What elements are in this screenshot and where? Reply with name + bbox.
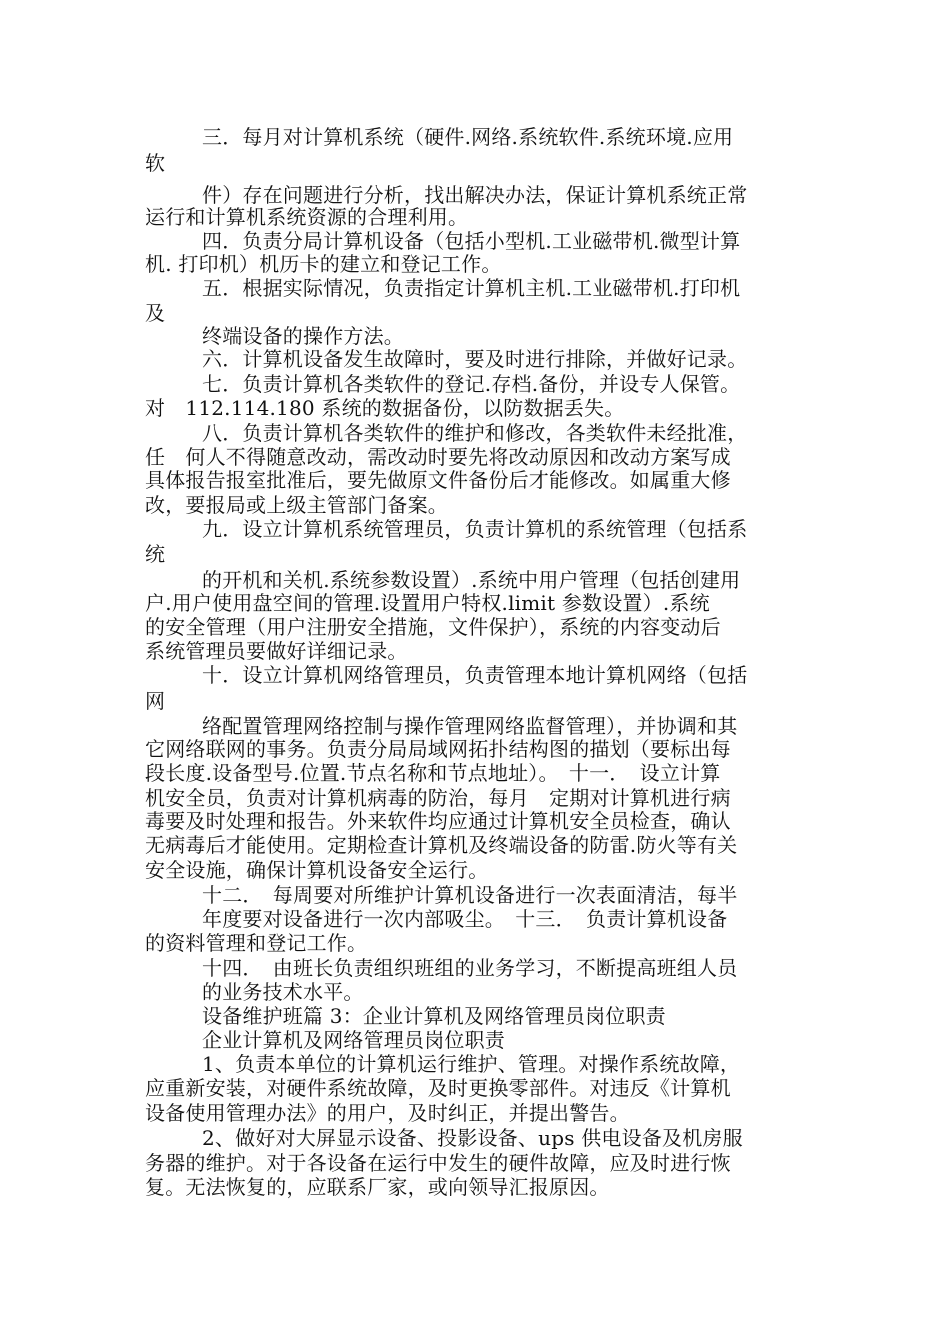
text-line: 络配置管理网络控制与操作管理网络监督管理），并协调和其	[202, 714, 738, 738]
text-line: 七．负责计算机各类软件的登记.存档.备份，并设专人保管。	[202, 372, 741, 396]
text-line: 三．每月对计算机系统（硬件.网络.系统软件.系统环境.应用	[202, 125, 734, 149]
text-line: 系统管理员要做好详细记录。	[145, 639, 408, 663]
text-line: 的安全管理（用户注册安全措施，文件保护），系统的内容变动后	[145, 615, 721, 639]
text-line: 八．负责计算机各类软件的维护和修改，各类软件未经批准，	[202, 421, 748, 445]
text-line: 务器的维护。对于各设备在运行中发生的硬件故障，应及时进行恢	[145, 1151, 731, 1175]
text-line: 十二． 每周要对所维护计算机设备进行一次表面清洁，每半	[202, 883, 738, 907]
text-line: 复。无法恢复的，应联系厂家，或向领导汇报原因。	[145, 1175, 610, 1199]
text-line: 它网络联网的事务。负责分局局域网拓扑结构图的描划（要标出每	[145, 737, 731, 761]
text-line: 任 何人不得随意改动，需改动时要先将改动原因和改动方案写成	[145, 445, 731, 469]
text-line: 六．计算机设备发生故障时，要及时进行排除，并做好记录。	[202, 347, 748, 371]
text-line: 终端设备的操作方法。	[202, 324, 404, 348]
text-line: 运行和计算机系统资源的合理利用。	[145, 205, 469, 229]
text-line: 九．设立计算机系统管理员，负责计算机的系统管理（包括系	[202, 517, 748, 541]
text-line: 应重新安装，对硬件系统故障，及时更换零部件。对违反《计算机	[145, 1076, 731, 1100]
text-line: 改，要报局或上级主管部门备案。	[145, 493, 448, 517]
text-line: 统	[145, 542, 166, 566]
text-line: 的资料管理和登记工作。	[145, 931, 368, 955]
text-line: 网	[145, 689, 166, 713]
text-line: 毒要及时处理和报告。外来软件均应通过计算机安全员检查，确认	[145, 809, 731, 833]
text-line: 软	[145, 151, 166, 175]
text-line: 十四． 由班长负责组织班组的业务学习，不断提高班组人员	[202, 956, 738, 980]
text-line: 1、负责本单位的计算机运行维护、管理。对操作系统故障，	[202, 1052, 741, 1076]
section-heading: 设备维护班篇 3：企业计算机及网络管理员岗位职责	[202, 1004, 666, 1028]
text-line: 机安全员，负责对计算机病毒的防治，每月 定期对计算机进行病	[145, 786, 731, 810]
text-line: 无病毒后才能使用。定期检查计算机及终端设备的防雷.防火等有关	[145, 833, 738, 857]
text-line: 件）存在问题进行分析，找出解决办法，保证计算机系统正常	[202, 183, 748, 207]
text-line: 的开机和关机.系统参数设置）.系统中用户管理（包括创建用	[202, 568, 741, 592]
text-line: 设备使用管理办法》的用户，及时纠正，并提出警告。	[145, 1101, 630, 1125]
text-line: 机. 打印机）机历卡的建立和登记工作。	[145, 252, 502, 276]
text-line: 户.用户使用盘空间的管理.设置用户特权.limit 参数设置）.系统	[145, 591, 710, 615]
text-line: 2、做好对大屏显示设备、投影设备、ups 供电设备及机房服	[202, 1126, 743, 1150]
text-line: 对 112.114.180 系统的数据备份，以防数据丢失。	[145, 396, 625, 420]
text-line: 具体报告报室批准后，要先做原文件备份后才能修改。如属重大修	[145, 468, 731, 492]
section-title: 企业计算机及网络管理员岗位职责	[202, 1028, 505, 1052]
text-line: 及	[145, 301, 166, 325]
text-line: 十．设立计算机网络管理员，负责管理本地计算机网络（包括	[202, 663, 748, 687]
text-line: 安全设施，确保计算机设备安全运行。	[145, 858, 489, 882]
text-line: 四．负责分局计算机设备（包括小型机.工业磁带机.微型计算	[202, 229, 741, 253]
text-line: 段长度.设备型号.位置.节点名称和节点地址）。 十一． 设立计算	[145, 761, 721, 785]
text-line: 年度要对设备进行一次内部吸尘。 十三． 负责计算机设备	[202, 907, 728, 931]
text-line: 的业务技术水平。	[202, 980, 364, 1004]
text-line: 五．根据实际情况，负责指定计算机主机.工业磁带机.打印机	[202, 276, 741, 300]
